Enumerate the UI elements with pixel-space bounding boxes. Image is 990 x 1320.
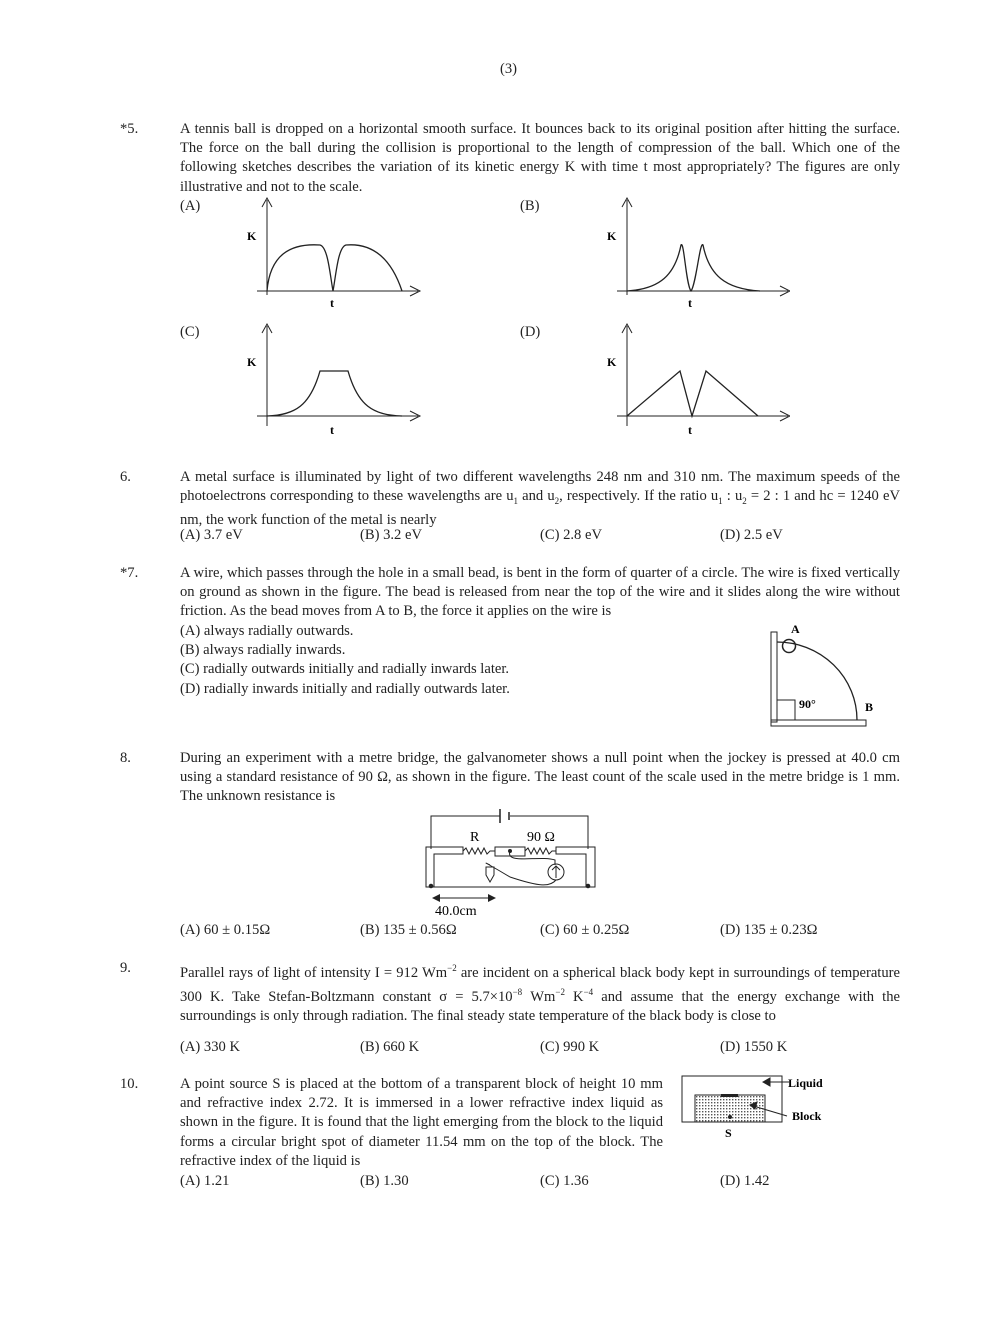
- option-b[interactable]: (B) 1.30: [360, 1173, 409, 1189]
- axis-t: t: [330, 296, 334, 310]
- liquid-block-figure: [675, 1072, 840, 1144]
- question-number: 6.: [120, 469, 131, 485]
- graph-b: [600, 195, 790, 315]
- curve: [627, 245, 760, 291]
- question-8-options: [180, 921, 900, 940]
- option-a[interactable]: (A) 1.21: [180, 1173, 230, 1189]
- curve: [267, 371, 402, 416]
- curve: [267, 245, 402, 291]
- question-10-text: A point source S is placed at the bottom of a transparent block of height 10 mm and refractive index 2.72. It is immersed in a lower refractive index liquid as shown in the figure. It is found that the light emerging from the block to the liquid forms a circular bright spot of diameter 11.54 mm on the top of the block. The refractive index of the liquid is: [180, 1076, 663, 1169]
- question-number: *5.: [120, 121, 139, 137]
- curve: [627, 371, 758, 416]
- question-7-options: [180, 622, 600, 699]
- option-a[interactable]: (A) 3.7 eV: [180, 527, 243, 543]
- metre-bridge-figure: [420, 805, 610, 920]
- axis-t: t: [330, 423, 334, 437]
- svg-text:B: B: [865, 700, 874, 714]
- option-d[interactable]: (D) 2.5 eV: [720, 527, 783, 543]
- question-number: 10.: [120, 1076, 139, 1092]
- svg-text:90 Ω: 90 Ω: [527, 830, 555, 845]
- option-b[interactable]: (B) 3.2 eV: [360, 527, 423, 543]
- quarter-circle-figure: [765, 620, 885, 735]
- axis-k: K: [607, 355, 617, 369]
- option-c[interactable]: (C) radially outwards initially and radially inwards later.: [180, 661, 510, 678]
- option-a[interactable]: (A) 330 K: [180, 1039, 240, 1055]
- option-d[interactable]: (D) 135 ± 0.23Ω: [720, 922, 818, 938]
- question-10-options: [180, 1172, 900, 1191]
- option-c[interactable]: (C) 1.36: [540, 1173, 589, 1189]
- question-6-text: A metal surface is illuminated by light of two different wavelengths 248 nm and 310 nm. The maximum speeds of the photoelectrons corresponding to these wavelengths are $u_1$ and $u_2$, respectively. If the ratio $u_1$ : $u_2 = 2$ : 1 and hc = 1240 eV nm, the work function of the metal is nearly: [180, 469, 900, 529]
- option-label: (D): [520, 324, 541, 340]
- axis-k: K: [607, 229, 617, 243]
- graph-c: [240, 321, 430, 441]
- option-label: (A): [180, 198, 201, 214]
- question-number: 9.: [120, 960, 131, 976]
- graph-a: [240, 195, 430, 315]
- option-d[interactable]: (D) radially inwards initially and radially outwards later.: [180, 680, 510, 697]
- question-9-options: [180, 1038, 900, 1057]
- question-6-options: [180, 526, 900, 545]
- question-9-text: Parallel rays of light of intensity I = 912 $Wm^{-2}$ are incident on a spherical black body kept in surroundings of temperature 300 K. Take Stefan-Boltzmann constant $\sigma = 5.7\times 10^{-8}$ $Wm^{-2}$ $K^{-4}$ and assume that the energy exchange with the surroundings is only through radiation. The final steady state temperature of the black body is close to: [180, 963, 900, 1025]
- option-a[interactable]: (A) always radially outwards.: [180, 623, 354, 639]
- option-d[interactable]: (D) 1.42: [720, 1173, 770, 1189]
- option-b[interactable]: (B) 660 K: [360, 1039, 420, 1055]
- svg-text:S: S: [725, 1126, 732, 1140]
- option-c[interactable]: (C) 60 ± 0.25Ω: [540, 922, 630, 938]
- graph-d: [600, 321, 790, 441]
- bead: [783, 640, 796, 653]
- svg-text:Liquid: Liquid: [788, 1076, 823, 1090]
- svg-text:R: R: [470, 830, 480, 845]
- option-label: (B): [520, 198, 540, 214]
- option-b[interactable]: (B) always radially inwards.: [180, 642, 346, 659]
- svg-text:40.0cm: 40.0cm: [435, 904, 477, 919]
- question-7-text: A wire, which passes through the hole in a small bead, is bent in the form of quarter of a circle. The wire is fixed vertically on ground as shown in the figure. The bead is released from near the top of the wire and it slides along the wire without friction. As the bead moves from A to B, the force it applies on the wire is: [180, 565, 900, 620]
- question-8-text: During an experiment with a metre bridge, the galvanometer shows a null point when the jockey is pressed at 40.0 cm using a standard resistance of 90 Ω, as shown in the figure. The least count of the scale used in the metre bridge is 1 mm. The unknown resistance is: [180, 750, 900, 805]
- option-label: (C): [180, 324, 200, 340]
- option-d[interactable]: (D) 1550 K: [720, 1039, 788, 1055]
- svg-text:90°: 90°: [799, 697, 816, 711]
- page-number: (3): [500, 61, 518, 77]
- question-number: *7.: [120, 565, 139, 581]
- axis-t: t: [688, 296, 692, 310]
- option-a[interactable]: (A) 60 ± 0.15Ω: [180, 922, 271, 938]
- option-b[interactable]: (B) 135 ± 0.56Ω: [360, 922, 457, 938]
- option-c[interactable]: (C) 2.8 eV: [540, 527, 603, 543]
- svg-text:A: A: [791, 622, 800, 636]
- axis-t: t: [688, 423, 692, 437]
- axis-k: K: [247, 229, 257, 243]
- svg-text:Block: Block: [792, 1109, 822, 1123]
- option-c[interactable]: (C) 990 K: [540, 1039, 600, 1055]
- question-number: 8.: [120, 750, 131, 766]
- axis-k: K: [247, 355, 257, 369]
- question-5-text: A tennis ball is dropped on a horizontal smooth surface. It bounces back to its original position after hitting the surface. The force on the ball during the collision is proportional to the length of compression of the ball. Which one of the following sketches describes the variation of its kinetic energy K with time t most appropriately? The figures are only illustrative and not to the scale.: [180, 121, 900, 195]
